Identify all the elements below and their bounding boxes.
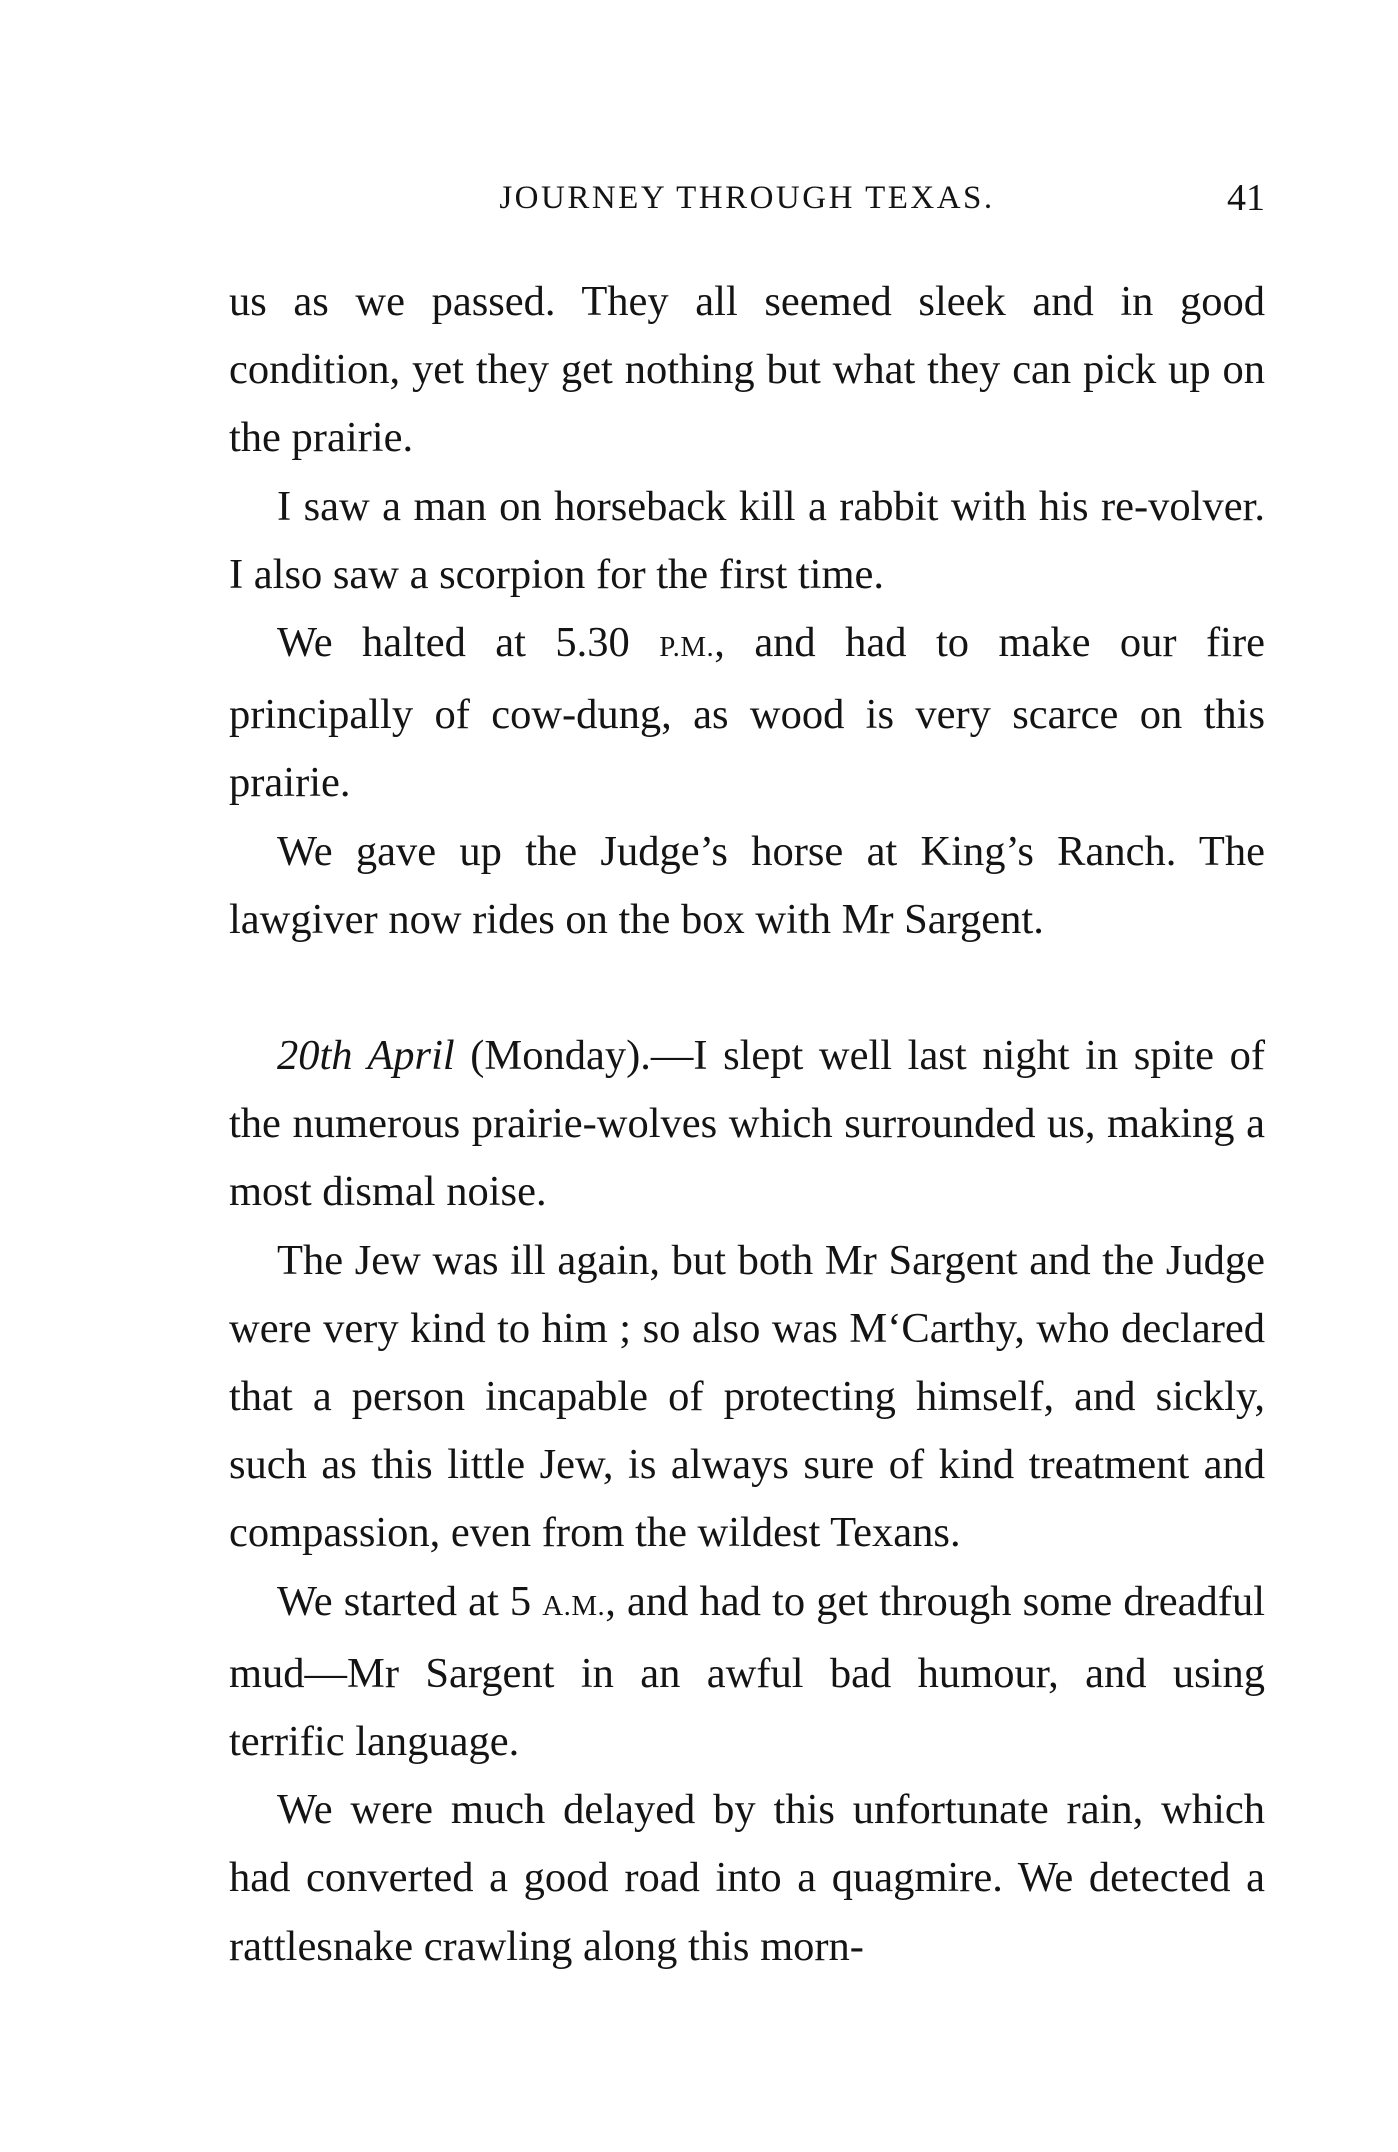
paragraph-text: (Monday).—I slept well last night in spite of the numerous prairie-wolves which surrounded us, making a most dismal noise. [229,1032,1265,1216]
paragraph-diary-entry [229,1022,1265,1227]
paragraph-text: , and had to get through some dreadful mud—Mr Sargent in an awful bad humour, and using terrific language. [229,1577,1265,1766]
time-marker: P.M. [659,631,715,664]
paragraph-judges-horse: We gave up the Judge’s horse at King’s Ranch. The lawgiver now rides on the box with Mr Sargent. [229,827,1265,943]
paragraph-text: We started at 5 [277,1577,543,1625]
entry-date: 20th April [277,1032,455,1080]
paragraph-delayed: We were much delayed by this unfortunate rain, which had converted a good road into a quagmire. We detected a rattlesnake crawling along this morn- [229,1786,1265,1970]
paragraph-rabbit: I saw a man on horseback kill a rabbit with his re-volver. I also saw a scorpion for the first time. [229,482,1265,598]
running-title: JOURNEY THROUGH TEXAS. [499,180,995,216]
body-text [229,268,1265,1981]
paragraph-halted [229,609,1265,818]
paragraph-continued: us as we passed. They all seemed sleek and in good condition, yet they get nothing but what they can pick up on the prairie. [229,278,1265,462]
running-head [229,172,1265,224]
paragraph-text: , and had to make our fire principally of cow-dung, as wood is very scarce on this prairie. [229,619,1265,807]
page-number: 41 [1227,177,1265,219]
paragraph-jew-ill: The Jew was ill again, but both Mr Sargent and the Judge were very kind to him ; so also was M‘Carthy, who declared that a person incapable of protecting himself, and sickly, such as this little Jew, is always sure of kind treatment and compassion, even from the wildest Texans. [229,1236,1265,1557]
paragraph-started [229,1568,1265,1777]
time-marker: A.M. [542,1589,606,1622]
paragraph-text: We halted at 5.30 [277,619,660,667]
